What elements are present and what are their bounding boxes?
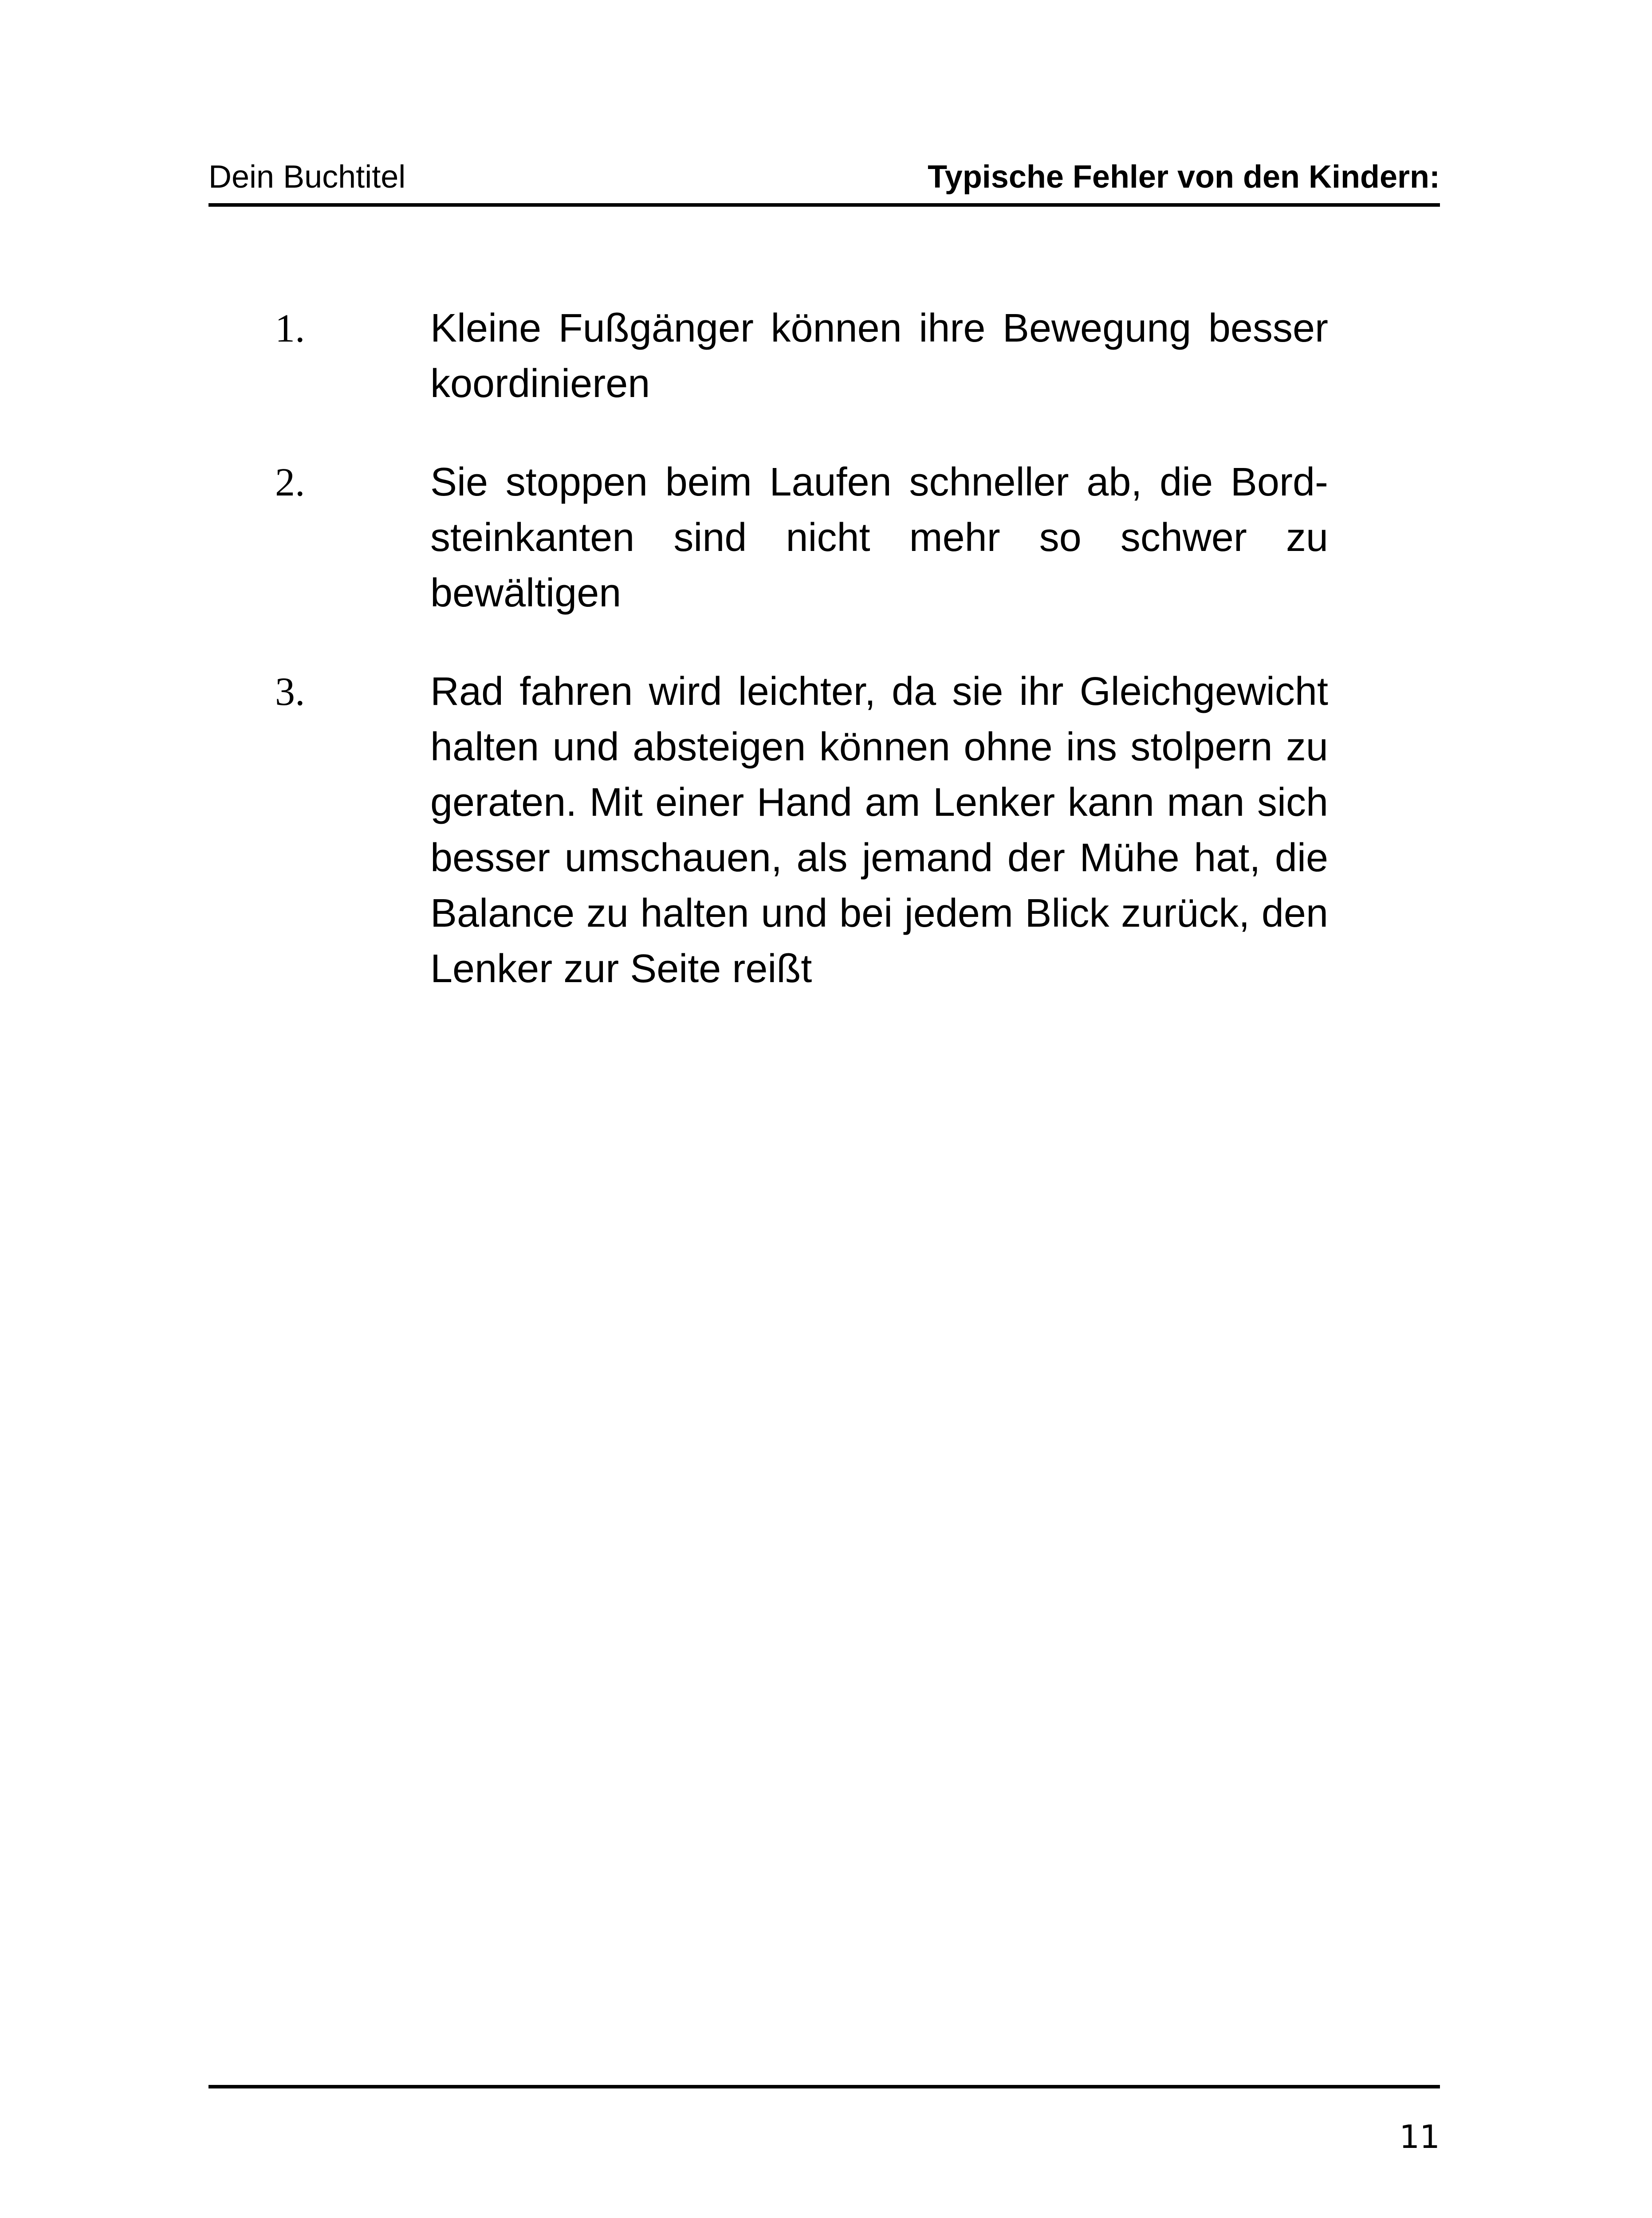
footer-rule [208, 2085, 1440, 2088]
list-item [208, 664, 1440, 997]
numbered-list [208, 301, 1440, 1040]
list-item-number: 3. [275, 670, 305, 714]
list-item-text: Rad fahren wird leichter, da sie ihr Gleichgewicht halten und absteigen können ohne ins stolpern zu geraten. Mit einer Hand am Lenker kann man sich besser umschauen, als jemand der Mühe hat, die Balance zu halten und bei jedem Blick zurück, den Lenker zur Seite reißt [430, 669, 1328, 991]
book-title: Dein Buchtitel [208, 159, 406, 195]
list-item [208, 455, 1440, 621]
page-header [208, 151, 1440, 207]
list-item-text: Sie stoppen beim Laufen schneller ab, die Bordsteinkanten sind nicht mehr so schwer zu bewältigen [430, 460, 1328, 615]
list-item-number: 2. [275, 460, 305, 504]
page-number: 11 [1399, 2118, 1440, 2155]
chapter-title: Typische Fehler von den Kindern: [928, 159, 1440, 195]
list-item-text: Kleine Fußgänger können ihre Bewegung besser koordinieren [430, 306, 1328, 406]
list-item [208, 301, 1440, 412]
list-item-number: 1. [275, 307, 305, 350]
